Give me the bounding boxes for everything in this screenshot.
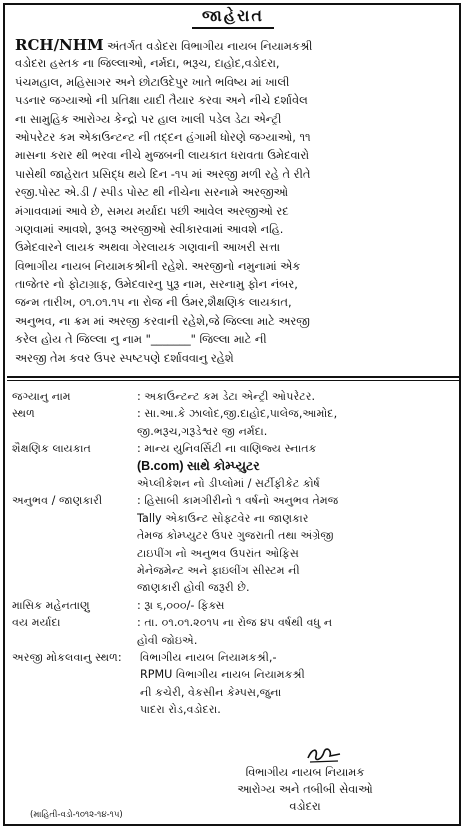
signature-mark	[304, 744, 344, 764]
intro-line: કરેલ હોય તે જિલ્લા નુ નામ "_______" જિલ્લા માટે ની	[15, 332, 267, 347]
signature-line: વડોદરા	[289, 799, 321, 813]
intro-line: ના સામુહિક આરોગ્ય કેન્દ્રો પર હાલ ખાલી પડેલ ડેટા એન્ટ્રી	[15, 111, 282, 126]
experience-line: Tally એકાઉન્ટ સોફ્ટવેર ના જાણકાર	[137, 511, 309, 525]
title-wrap	[0, 6, 466, 29]
reference-number: (માહિતી-વડો-૧૦૧૨-૧૪-૧૫)	[30, 810, 123, 820]
intro-line: પાસેથી જાહેરાત પ્રસિદ્ધ થયે દિન -૧૫ માં અરજી મળી રહે તે રીતે	[15, 166, 311, 181]
detail-row-post	[12, 388, 456, 405]
salary-label: માસિક મહેનતાણુ	[12, 598, 90, 612]
intro-line: પડનાર જગ્યાઓ ની પ્રતિક્ષા યાદી તૈયાર કરવા અને નીચે દર્શાવેલ	[15, 93, 308, 108]
address-line: પાદરા રોડ,વડોદરા.	[140, 703, 221, 717]
place-line: જી.ભરૂચ,ગરૂડેશ્વર જી નર્મદા.	[137, 424, 268, 438]
post-value: : અકાઉન્ટન્ટ કમ ડેટા એન્ટ્રી ઓપરેટર.	[137, 390, 316, 403]
intro-line: અનુભવ, ના ક્રમ માં અરજી કરવાની રહેશે,જે જિલ્લા માટે અરજી	[15, 313, 310, 328]
experience-line: મેનેજમેન્ટ અને ફાઇલીંગ સીસ્ટમ ની	[137, 563, 300, 577]
intro-paragraph	[15, 36, 454, 367]
address-label: અરજી મોકલવાનુ સ્થળ:	[12, 650, 122, 664]
address-line: વિભાગીય નાયબ નિયામકશ્રી,-	[140, 650, 277, 664]
experience-line: જાણકારી હોવી જરૂરી છે.	[137, 581, 250, 595]
age-label: વય મર્યાદા	[12, 616, 61, 630]
experience-line: તેમજ કોમ્પ્યુટર ઉપર ગુજરાતી તથા અંગ્રેજી	[137, 529, 334, 543]
intro-line: અરજી તેમ કવર ઉપર સ્પષ્ટપણે દર્શાવવાનુ રહેશે	[15, 350, 234, 365]
intro-line: વિભાગીય નાયબ નિયામકશ્રીની રહેશે. અરજીનો નમુનામાં એક	[15, 258, 301, 273]
address-line: ની કચેરી, વેકસીન કેમ્પસ,જુના	[140, 685, 282, 699]
intro-lead: RCH/NHM	[15, 36, 104, 54]
signature-block	[200, 764, 410, 815]
experience-line: : હિસાબી કામગીરીનો ૧ વર્ષનો અનુભવ તેમજ	[137, 494, 339, 508]
intro-line	[15, 36, 454, 54]
intro-line-text: અંતર્ગત વડોદરા વિભાગીય નાયબ નિયામકશ્રી	[103, 39, 313, 53]
detail-row-place	[12, 405, 456, 440]
signature-line: આરોગ્ય અને તબીબી સેવાઓ	[237, 782, 373, 796]
intro-line: ઉમેદવારને લાયક અથવા ગેરલાયક ગણવાની આખરી સત્તા	[15, 240, 280, 255]
detail-row-address	[12, 649, 456, 719]
place-label: સ્થળ	[12, 407, 35, 421]
experience-line: ટાઇપીંગ નો અનુભવ ઉપરાંત ઓફિસ	[137, 546, 299, 560]
address-line: RPMU વિભાગીય નાયબ નિયામકશ્રી	[140, 668, 305, 682]
intro-line: પંચમહાલ, મહિસાગર અને છોટાઉદેપુર ખાતે ભવિષ્ય માં ખાલી	[15, 74, 290, 89]
detail-row-age	[12, 614, 456, 649]
detail-row-education	[12, 440, 456, 492]
intro-line: ગણવામાં આવશે, રૂબરૂ અરજીઓ સ્વીકારવામાં આવશે નહિ.	[15, 221, 284, 236]
intro-line: વડોદરા હસ્તક ના જિલ્લાઓ, નર્મદા, ભરૂચ, દાહોદ,વડોદરા,	[15, 56, 280, 71]
intro-line: તાજેતર નો ફોટાગ્રાફ, ઉમેદવારનુ પુરૂ નામ, સરનામુ ફોન નંબર,	[15, 277, 298, 292]
detail-row-salary	[12, 597, 456, 614]
signature-line: વિભાગીય નાયબ નિયામક	[245, 765, 365, 779]
notice-title: જાહેરાત	[192, 6, 274, 29]
age-line: : તા. ૦૧.૦૧.૨૦૧૫ ના રોજ ૪૫ વર્ષથી વધુ ન	[137, 616, 333, 630]
intro-line: ઓપરેટર કમ એકાઉન્ટન્ટ ની તદ્દન હંગામી ધોરણે જગ્યાઓ, ૧૧	[15, 129, 311, 144]
intro-line: મંગાવવામાં આવે છે, સમય મર્યાદા પછી આવેલ અરજીઓ રદ	[15, 203, 289, 218]
intro-line: માસના કરાર થી ભરવા નીચે મુજબની લાયકાત ધરાવતા ઉમેદવારો	[15, 148, 310, 163]
experience-label: અનુભવ / જાણકારી	[12, 494, 103, 508]
section-divider	[7, 376, 459, 378]
section-divider-thin	[7, 380, 459, 381]
intro-line: જન્મ તારીખ, ૦૧.૦૧.૧૫ ના રોજ ની ઉંમર,શૈક્ષણિક લાયકાત,	[15, 295, 292, 310]
education-label: શૈક્ષણિક લાયકાત	[12, 442, 91, 456]
detail-row-experience	[12, 492, 456, 596]
salary-value: : રૂા ૬,૦૦૦/- ફિક્સ	[137, 598, 225, 612]
intro-line: રજી.પોસ્ટ એ.ડી / સ્પીડ પોસ્ટ થી નીચેના સરનામે અરજીઓ	[15, 185, 288, 200]
details-table	[12, 388, 456, 718]
age-line: હોવી જોઇએ.	[137, 633, 198, 647]
place-line: : સા.આ.કે ઝાલોદ,જી.દાહોદ,પાલેજ,આમોદ,	[137, 407, 338, 421]
education-line: એપ્લીકેશન નો ડીપ્લોમાં / સર્ટીફીકેટ કોર્ષ	[137, 476, 320, 490]
post-label: જગ્યાનુ નામ	[12, 390, 71, 403]
education-line: (B.com) સાથે કોમ્પ્યુટર	[137, 458, 260, 473]
education-line: : માન્ય યુનિવર્સિટી ના વાણિજ્ય સ્નાતક	[137, 442, 317, 456]
